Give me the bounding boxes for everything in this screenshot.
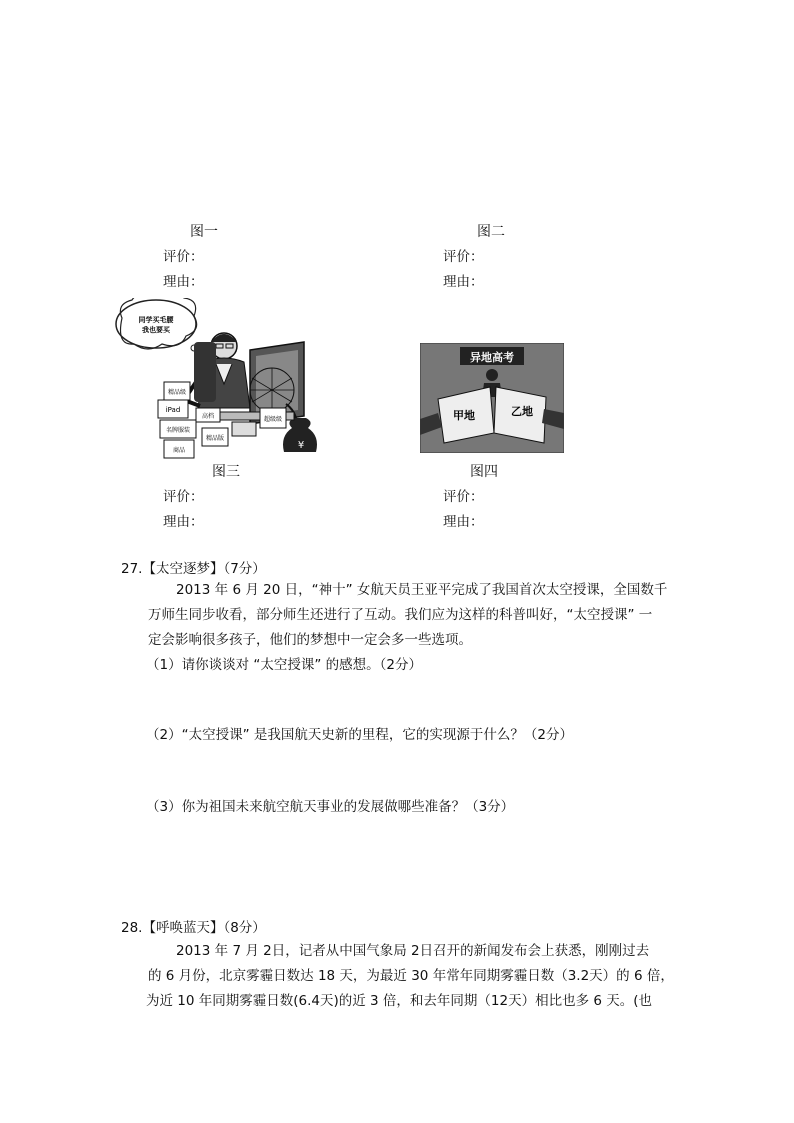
- figure-4-right-label: 乙地: [511, 405, 533, 418]
- figure-4-caption: 图四: [470, 464, 498, 480]
- question-28-paragraph-line-3: 为近 10 年同期雾霾日数(6.4天)的近 3 倍，和去年同期（12天）相比也多 6 天。(也: [146, 993, 653, 1009]
- bubble-line-1: 同学买毛腰: [138, 316, 174, 324]
- question-27-paragraph-line-3: 定会影响很多孩子，他们的梦想中一定会多一些选项。: [148, 632, 472, 648]
- question-27-sub-1: （1）请你谈谈对 “太空授课” 的感想。（2分）: [146, 657, 422, 673]
- money-symbol: ¥: [297, 440, 305, 451]
- svg-text:商品: 商品: [172, 447, 186, 454]
- figure-1-reason-label: 理由：: [163, 274, 204, 290]
- svg-text:精品版: 精品版: [205, 435, 225, 442]
- question-27-paragraph-line-1: 2013 年 6 月 20 日，“神十” 女航天员王亚平完成了我国首次太空授课，全国数千: [176, 582, 668, 598]
- figure-2-reason-label: 理由：: [443, 274, 484, 290]
- figure-4-cartoon: [420, 343, 564, 453]
- figure-4-reason-label: 理由：: [443, 514, 484, 530]
- question-27-sub-2: （2）“太空授课” 是我国航天史新的里程，它的实现源于什么？（2分）: [146, 727, 573, 743]
- figure-2-evaluation-label: 评价：: [443, 249, 484, 265]
- question-28-paragraph-line-1: 2013 年 7 月 2日，记者从中国气象局 2日召开的新闻发布会上获悉，刚刚过去: [176, 943, 650, 959]
- figure-3-caption: 图三: [212, 464, 240, 480]
- figure-4-title: 异地高考: [470, 351, 514, 364]
- figure-4-evaluation-label: 评价：: [443, 489, 484, 505]
- figure-4-left-label: 甲地: [453, 409, 475, 422]
- svg-text:高档: 高档: [201, 413, 215, 420]
- bubble-line-2: 我也要买: [142, 326, 170, 334]
- question-27-sub-3: （3）你为祖国未来航空航天事业的发展做哪些准备？（3分）: [146, 799, 515, 815]
- question-28-title: 28.【呼唤蓝天】（8分）: [121, 920, 266, 936]
- svg-text:精品级: 精品级: [167, 389, 187, 396]
- question-27-title: 27.【太空逐梦】（7分）: [121, 561, 266, 577]
- figure-3-cartoon: [112, 298, 324, 464]
- svg-text:超级级: 超级级: [263, 416, 283, 423]
- figure-2-caption: 图二: [477, 224, 505, 240]
- figure-1-caption: 图一: [190, 224, 218, 240]
- figure-3-reason-label: 理由：: [163, 514, 204, 530]
- question-27-paragraph-line-2: 万师生同步收看，部分师生还进行了互动。我们应为这样的科普叫好，“太空授课” 一: [148, 607, 653, 623]
- question-28-paragraph-line-2: 的 6 月份，北京雾霾日数达 18 天，为最近 30 年常年同期雾霾日数（3.2天）的 6 倍，: [148, 968, 674, 984]
- figure-3-evaluation-label: 评价：: [163, 489, 204, 505]
- svg-text:iPad: iPad: [165, 406, 181, 414]
- figure-1-evaluation-label: 评价：: [163, 249, 204, 265]
- svg-text:名牌服装: 名牌服装: [165, 427, 191, 434]
